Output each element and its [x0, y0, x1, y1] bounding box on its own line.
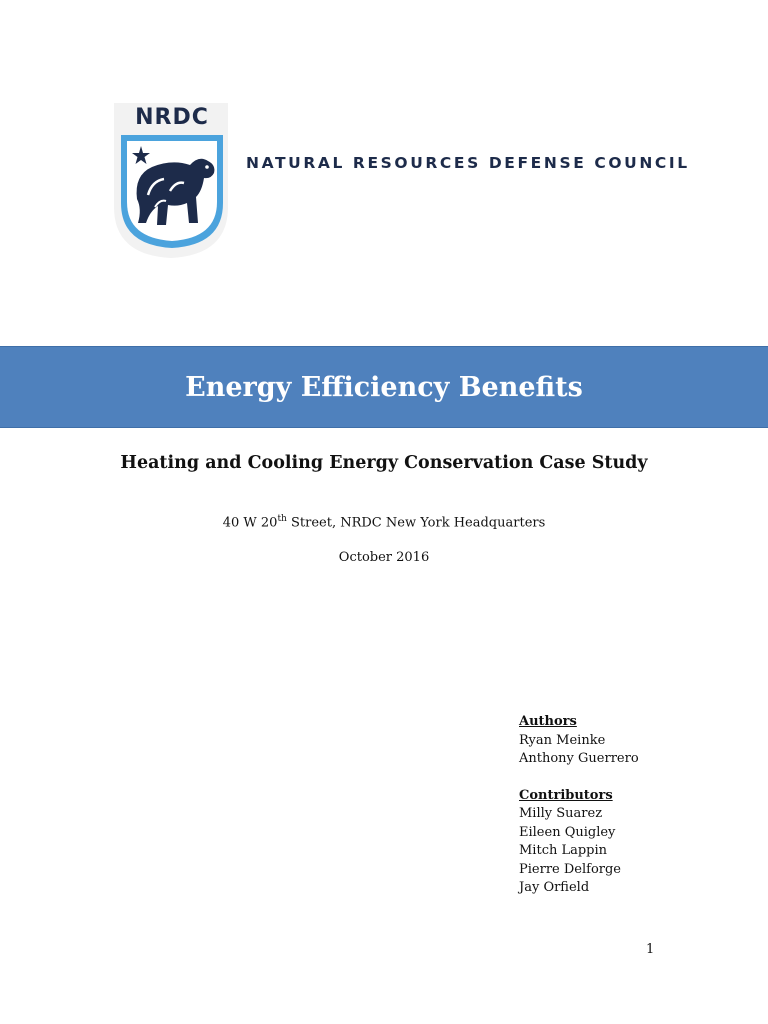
contributor-name: Milly Suarez: [519, 806, 603, 821]
address-suffix: th: [277, 514, 287, 524]
address-rest: Street, NRDC New York Headquarters: [286, 515, 546, 531]
address-prefix: 40 W 20: [222, 515, 278, 531]
authors-heading: Authors: [519, 714, 577, 729]
credits-block: [519, 713, 639, 898]
contributors-heading: Contributors: [519, 787, 613, 803]
organization-name: NATURAL RESOURCES DEFENSE COUNCIL: [246, 154, 690, 172]
contributor-name: Mitch Lappin: [519, 843, 608, 858]
address-line: [0, 514, 768, 530]
page-number: 1: [646, 942, 655, 957]
contributor-name: Jay Orfield: [519, 880, 590, 895]
nrdc-logo: [110, 95, 232, 260]
document-title: Energy Efficiency Benefits: [185, 371, 583, 403]
contributor-name: Eileen Quigley: [519, 824, 616, 840]
document-subtitle: Heating and Cooling Energy Conservation Case Study: [120, 453, 648, 473]
contributor-name: Pierre Delforge: [519, 861, 621, 877]
logo-abbr: NRDC: [135, 105, 209, 130]
author-name: Ryan Meinke: [519, 732, 606, 748]
document-date: October 2016: [338, 550, 430, 565]
title-banner: [0, 346, 768, 428]
author-name: Anthony Guerrero: [519, 751, 639, 766]
